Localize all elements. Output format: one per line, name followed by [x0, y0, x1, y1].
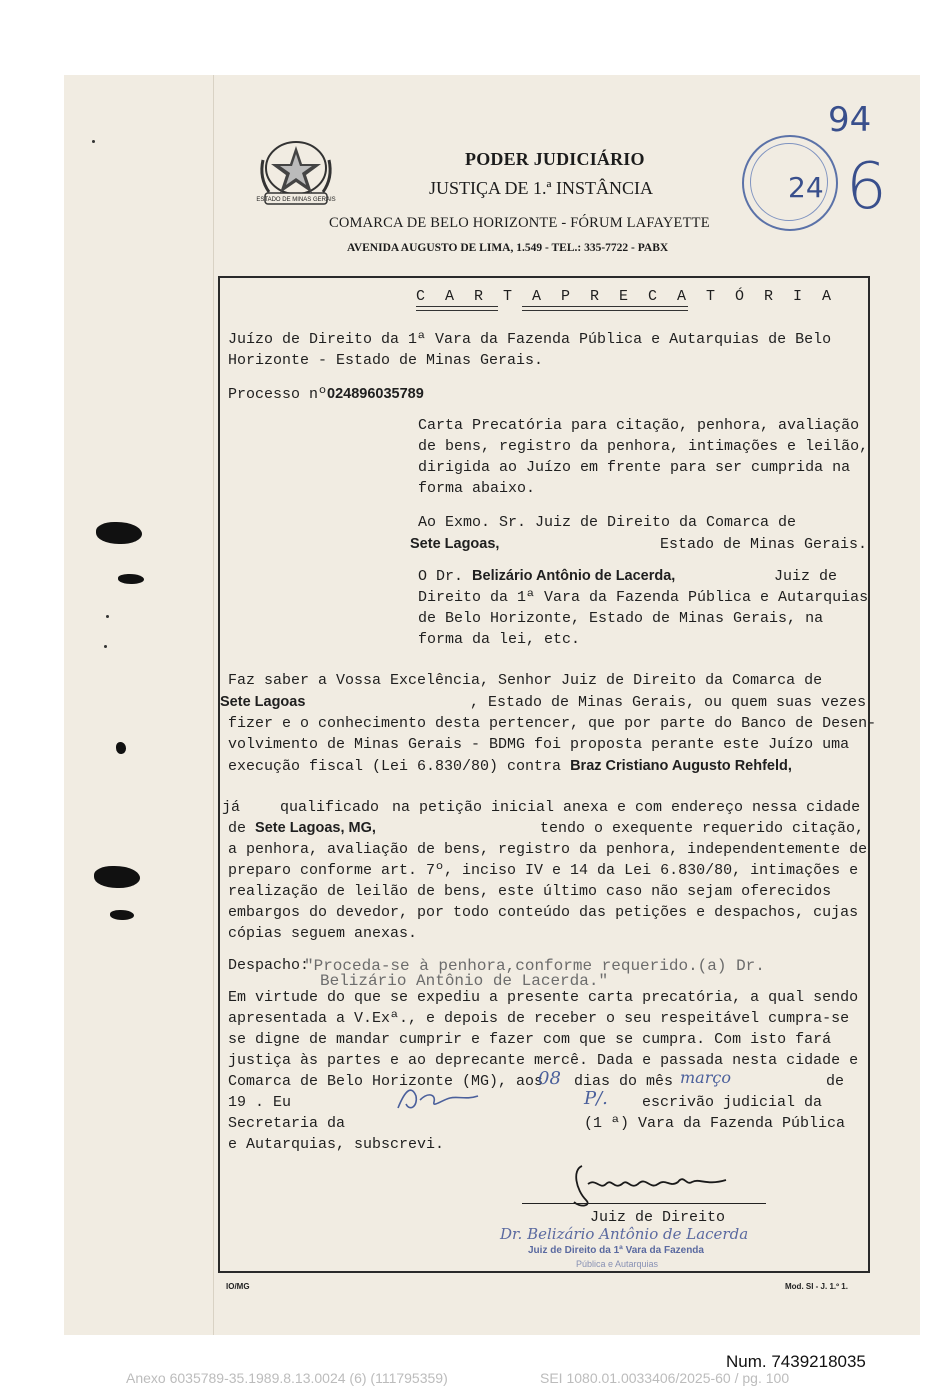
year-line: 19 . Eu: [228, 1094, 292, 1111]
judge-stamp-title: Juiz de Direito da 1ª Vara da Fazenda: [528, 1245, 704, 1256]
body-line: , Estado de Minas Gerais, ou quem suas vezes: [470, 694, 867, 711]
coat-of-arms-icon: [255, 138, 337, 210]
judge-prefix: O Dr.: [418, 568, 464, 585]
body-line: volvimento de Minas Gerais - BDMG foi proposta perante este Juízo uma: [228, 736, 850, 753]
purpose-line: Carta Precatória para citação, penhora, avaliação: [418, 417, 860, 434]
body-line: preparo conforme art. 7º, inciso IV e 14 da Lei 6.830/80, intimações e: [228, 862, 859, 879]
date-day: 08: [538, 1068, 561, 1089]
court-instance: JUSTIÇA DE 1.ª INSTÂNCIA: [429, 178, 653, 198]
secretaria-line: Secretaria da: [228, 1115, 346, 1132]
vara-line: (1 ª) Vara da Fazenda Pública: [584, 1115, 846, 1132]
closing-line: se digne de mandar cumprir e fazer com que se cumpra. Com isto fará: [228, 1031, 832, 1048]
despacho-text: Belizário Antônio de Lacerda.": [320, 972, 609, 990]
closing-line: apresentada a V.Exª., e depois de receber o seu respeitável cumpra-se: [228, 1010, 850, 1027]
court-district: COMARCA DE BELO HORIZONTE - FÓRUM LAFAYETTE: [329, 215, 710, 231]
intro-line: Juízo de Direito da 1ª Vara da Fazenda Pública e Autarquias de Belo: [228, 331, 832, 348]
document-title: C A R T A P R E C A T Ó R I A: [416, 288, 837, 305]
speck: [106, 615, 109, 618]
closing-line: Em virtude do que se expediu a presente carta precatória, a qual sendo: [228, 989, 859, 1006]
purpose-line: dirigida ao Juízo em frente para ser cumprida na: [418, 459, 851, 476]
binding-mark: [94, 866, 140, 888]
body-line: cópias seguem anexas.: [228, 925, 418, 942]
title-underline: [416, 306, 498, 311]
body-line: [228, 756, 792, 777]
body-line: na petição inicial anexa e com endereço nessa cidade: [392, 799, 861, 816]
judge-suffix: Juiz de: [774, 568, 838, 585]
addressee-line: Ao Exmo. Sr. Juiz de Direito da Comarca de: [418, 514, 797, 531]
despacho-label: Despacho:: [228, 957, 310, 974]
form-code-left: IO/MG: [226, 1282, 250, 1291]
crest-text: ESTADO DE MINAS GERAIS: [256, 197, 336, 203]
processo-number: 024896035789: [327, 386, 424, 402]
processo-label: Processo nº: [228, 386, 328, 403]
page-fold-line: [213, 75, 214, 1335]
document-number: Num. 7439218035: [726, 1352, 866, 1371]
judge-line: de Belo Horizonte, Estado de Minas Gerais, na: [418, 610, 824, 627]
binding-mark: [96, 522, 142, 544]
addressee-city: Sete Lagoas,: [410, 536, 500, 552]
purpose-line: forma abaixo.: [418, 480, 536, 497]
handwritten-page-number: 94: [828, 100, 872, 140]
judge-stamp-name: Dr. Belizário Antônio de Lacerda: [500, 1225, 749, 1243]
binding-mark: [110, 910, 134, 920]
judge-line: Direito da 1ª Vara da Fazenda Pública e Autarquias: [418, 589, 869, 606]
court-address: AVENIDA AUGUSTO DE LIMA, 1.549 - TEL.: 335-7722 - PABX: [347, 242, 669, 254]
body-city: Sete Lagoas: [220, 694, 306, 710]
body-line: Faz saber a Vossa Excelência, Senhor Juiz de Direito da Comarca de: [228, 672, 823, 689]
court-name: PODER JUDICIÁRIO: [465, 149, 645, 169]
processo-line: [228, 384, 424, 405]
defendant-name: Braz Cristiano Augusto Rehfeld,: [570, 758, 792, 774]
date-line: Comarca de Belo Horizonte (MG), aos: [228, 1073, 544, 1090]
addressee-state: Estado de Minas Gerais.: [660, 536, 868, 553]
purpose-line: de bens, registro da penhora, intimações e leilão,: [418, 438, 869, 455]
final-line: e Autarquias, subscrevi.: [228, 1136, 445, 1153]
handwritten-page-mark: 6: [846, 150, 887, 224]
signature-line: [522, 1203, 766, 1204]
date-line: dias do mês: [574, 1073, 674, 1090]
body-line: [228, 818, 376, 839]
body-line: tendo o exequente requerido citação,: [540, 820, 865, 837]
date-month: março: [680, 1068, 731, 1087]
intro-line: Horizonte - Estado de Minas Gerais.: [228, 352, 544, 369]
body-line: realização de leilão de bens, este último caso não sejam oferecidos: [228, 883, 832, 900]
scrivener-line: escrivão judicial da: [642, 1094, 823, 1111]
judge-line: [418, 566, 675, 587]
body-line: fizer e o conhecimento desta pertencer, que por parte do Banco de Desen-: [228, 715, 877, 732]
body-text: de: [228, 820, 247, 837]
body-qualified: qualificado: [280, 799, 380, 816]
body-line: a penhora, avaliação de bens, registro da penhora, independentemente de: [228, 841, 868, 858]
sei-reference: SEI 1080.01.0033406/2025-60 / pg. 100: [540, 1370, 790, 1386]
binding-mark: [118, 574, 144, 584]
binding-mark: [116, 742, 126, 754]
closing-line: justiça às partes e ao deprecante mercê. Dada e passada nesta cidade e: [228, 1052, 859, 1069]
body-qualified-ja: já: [222, 799, 241, 816]
judge-name: Belizário Antônio de Lacerda,: [472, 568, 676, 584]
title-underline: [522, 306, 688, 311]
judge-role: Juiz de Direito: [590, 1209, 726, 1226]
tribunal-stamp: [742, 135, 838, 231]
judge-line: forma da lei, etc.: [418, 631, 581, 648]
defendant-city: Sete Lagoas, MG,: [255, 820, 376, 836]
scrivener-initials-icon: [392, 1082, 484, 1116]
stamp-page-number: 24: [788, 171, 824, 204]
despacho-text: "Proceda-se à penhora,conforme requerido.(a) Dr.: [304, 957, 765, 975]
speck: [92, 140, 95, 143]
judge-stamp-title: Pública e Autarquias: [576, 1259, 659, 1269]
body-text: execução fiscal (Lei 6.830/80) contra: [228, 758, 562, 775]
scrivener-mark: P/.: [584, 1088, 608, 1109]
body-line: embargos do devedor, por todo conteúdo das petições e despachos, cujas: [228, 904, 859, 921]
date-line: de: [826, 1073, 845, 1090]
speck: [104, 645, 107, 648]
attachment-reference: Anexo 6035789-35.1989.8.13.0024 (6) (111795359): [126, 1370, 448, 1386]
form-code-right: Mod. SI - J. 1.º 1.: [785, 1282, 848, 1291]
